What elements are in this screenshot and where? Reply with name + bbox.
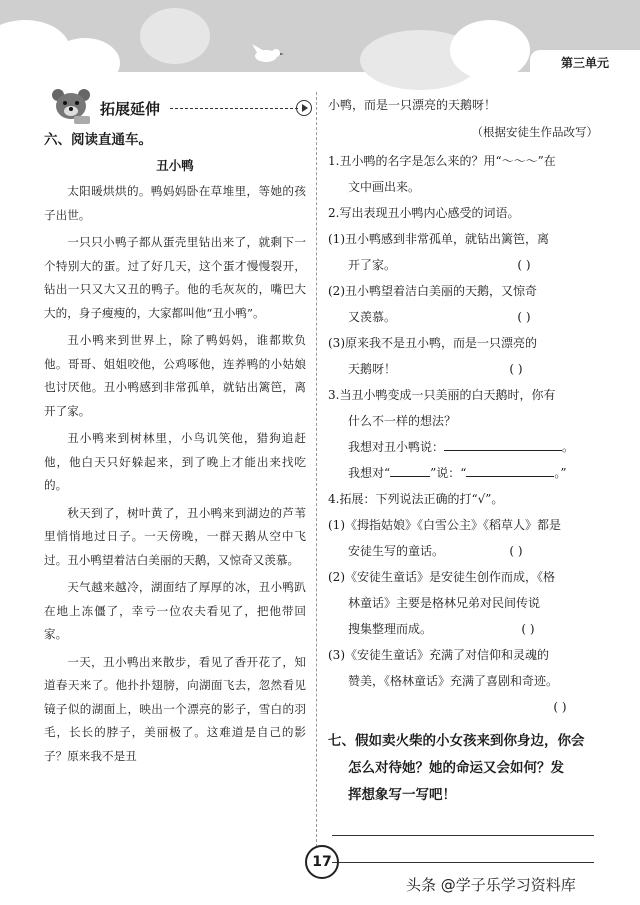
- question-7-line-2: 怎么对待她？她的命运又会如何？发: [348, 760, 564, 776]
- watermark-credit: 头条 @学子乐学习资料库: [406, 876, 576, 894]
- writing-line[interactable]: [332, 809, 594, 836]
- story-paragraph: 丑小鸭来到树林里，小鸟讥笑他，猎狗追赶他，他白天只好躲起来，到了晚上才能出来找吃的。: [44, 431, 306, 492]
- page-header: [0, 0, 640, 72]
- question-4-item-3-cont: 赞美，《格林童话》充满了喜剧和奇迹。: [348, 674, 559, 688]
- story-source: （根据安徒生作品改写）: [471, 125, 598, 139]
- story-paragraph: 秋天到了，树叶黄了，丑小鸭来到湖边的芦苇里悄悄地过日子。一天傍晚，一群天鹅从空中飞过。丑小鸭望着洁白美丽的天鹅，又惊奇又羡慕。: [44, 505, 306, 567]
- story-paragraph: 天气越来越冷，湖面结了厚厚的冰，丑小鸭趴在地上冻僵了，幸亏一位农夫看见了，把他带回家。: [44, 580, 306, 641]
- unit-tab: 第三单元: [530, 50, 640, 76]
- question-6-heading: 六、阅读直通车。: [44, 132, 152, 148]
- question-2-item-2: (2)丑小鸭望着洁白美丽的天鹅，又惊奇: [328, 284, 537, 298]
- question-4-item-1: (1)《拇指姑娘》《白雪公主》《稻草人》都是: [328, 518, 561, 532]
- cloud-shape: [140, 8, 210, 64]
- question-4-item-2-cont: 林童话》主要是格林兄弟对民间传说: [348, 596, 541, 610]
- column-divider: [316, 92, 317, 847]
- cloud-shape: [50, 38, 120, 88]
- question-2-item-1-cont: 开了家。 ( ): [328, 252, 598, 278]
- question-2-item-3-cont: 天鹅呀！ ( ): [328, 356, 598, 382]
- section-title: 拓展延伸: [100, 100, 161, 118]
- question-3-line-1: 我想对丑小鸭说： 。: [328, 434, 598, 460]
- question-1-cont: 文中画出来。: [348, 180, 421, 194]
- answer-paren[interactable]: ( ): [521, 622, 535, 636]
- question-4-item-3: (3)《安徒生童话》充满了对信仰和灵魂的: [328, 648, 549, 662]
- answer-paren[interactable]: ( ): [509, 544, 523, 558]
- answer-paren[interactable]: ( ): [509, 362, 523, 376]
- cloud-shape: [450, 20, 530, 80]
- question-3-cont: 什么不一样的想法？: [348, 414, 457, 428]
- question-4: 4.拓展：下列说法正确的打“√”。: [328, 492, 504, 506]
- section-bar: [44, 92, 306, 126]
- left-column: [44, 92, 306, 772]
- question-4-item-3-paren: [328, 694, 598, 720]
- dashed-rule: [170, 108, 298, 109]
- story-paragraph: 太阳暖烘烘的。鸭妈妈卧在草堆里，等她的孩子出世。: [44, 184, 306, 222]
- story-paragraph: 丑小鸭来到世界上，除了鸭妈妈，谁都欺负他。哥哥、姐姐咬他，公鸡啄他，连养鸭的小姑娘也讨厌他。丑小鸭感到非常孤单，就钻出篱笆，离开了家。: [44, 333, 306, 418]
- page-number: 17: [305, 845, 339, 879]
- question-7-line-3: 挥想象写一写吧！: [348, 787, 456, 803]
- bird-icon: [250, 40, 284, 66]
- question-3: 3.当丑小鸭变成一只美丽的白天鹅时，你有: [328, 388, 556, 402]
- bear-mascot-icon: [50, 86, 94, 126]
- answer-paren[interactable]: ( ): [517, 310, 531, 324]
- question-2-item-3: (3)原来我不是丑小鸭，而是一只漂亮的: [328, 336, 537, 350]
- writing-line[interactable]: [332, 836, 594, 863]
- question-4-item-2-cont2: 搜集整理而成。 ( ): [328, 616, 598, 642]
- question-1: 1.丑小鸭的名字是怎么来的？用“〜〜〜”在: [328, 154, 556, 168]
- answer-blank[interactable]: [390, 462, 430, 477]
- story-continuation: 小鸭，而是一只漂亮的天鹅呀！: [328, 98, 497, 112]
- question-4-item-2: (2)《安徒生童话》是安徒生创作而成，《格: [328, 570, 555, 584]
- answer-paren[interactable]: ( ): [553, 700, 567, 714]
- question-2-item-2-cont: 又羡慕。 ( ): [328, 304, 598, 330]
- answer-paren[interactable]: ( ): [517, 258, 531, 272]
- story-paragraph: 一天，丑小鸭出来散步，看见了香开花了，知道春天来了。他扑扑翅膀，向湖面飞去，忽然看见镜子似的湖面上，映出一个漂亮的影子，雪白的羽毛，长长的脖子，美丽极了。这难道是自己的影子？原来我不是丑: [44, 654, 306, 763]
- question-7: [328, 728, 598, 809]
- answer-blank[interactable]: [444, 436, 562, 451]
- question-7-line-1: 七、假如卖火柴的小女孩来到你身边，你会: [328, 733, 585, 749]
- question-4-item-1-cont: 安徒生写的童话。 ( ): [328, 538, 598, 564]
- question-2: 2.写出表现丑小鸭内心感受的词语。: [328, 206, 520, 220]
- right-column: [328, 92, 598, 863]
- play-arrow-icon: [296, 100, 312, 116]
- question-3-line-2: 我想对“ ”说：“ 。”: [328, 460, 598, 486]
- answer-blank[interactable]: [466, 462, 554, 477]
- story-title: 丑小鸭: [156, 158, 194, 173]
- question-2-item-1: (1)丑小鸭感到非常孤单，就钻出篱笆，离: [328, 232, 549, 246]
- story-paragraph: 一只只小鸭子都从蛋壳里钻出来了，就剩下一个特别大的蛋。过了好几天，这个蛋才慢慢裂开，钻出一只又大又丑的鸭子。他的毛灰灰的，嘴巴大大的，身子瘦瘦的，大家都叫他“丑小鸭”。: [44, 235, 306, 320]
- wavy-line-mark: 〜〜〜: [501, 154, 538, 168]
